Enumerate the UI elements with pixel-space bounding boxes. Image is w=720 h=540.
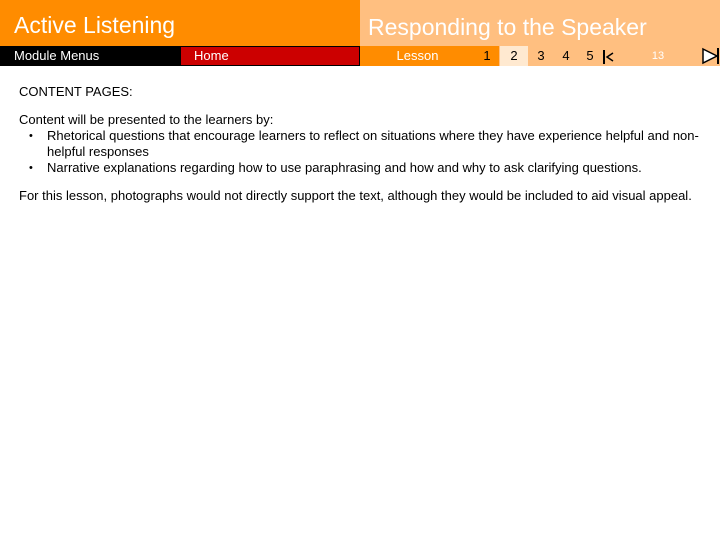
prev-arrow-icon[interactable] — [603, 50, 615, 64]
page-link-2[interactable]: 2 — [500, 46, 528, 66]
page-link-5[interactable]: 5 — [578, 46, 602, 66]
module-menus-button[interactable] — [0, 46, 180, 66]
page-link-1[interactable]: 1 — [475, 46, 499, 66]
content-body — [19, 84, 699, 204]
app-title: Active Listening — [14, 12, 176, 38]
bullet-item-2: • Narrative explanations regarding how to use paraphrasing and how and why to ask clarifying questions. — [19, 160, 699, 176]
page-number: 13 — [651, 50, 665, 62]
content-bullet-list — [19, 128, 699, 176]
module-menus-label: Module Menus — [14, 48, 100, 63]
next-arrow-icon[interactable] — [700, 46, 720, 66]
bullet-item-1: • Rhetorical questions that encourage learners to reflect on situations where they have experience helpful and non-helpful responses — [19, 128, 699, 160]
page-link-3[interactable]: 3 — [528, 46, 554, 66]
page-link-4[interactable]: 4 — [554, 46, 578, 66]
content-closing: For this lesson, photographs would not directly support the text, although they would be included to aid visual appeal. — [19, 188, 692, 203]
content-heading: CONTENT PAGES: — [19, 84, 133, 99]
lesson-title: Responding to the Speaker — [368, 14, 647, 40]
home-label: Home — [194, 48, 229, 63]
lesson-button[interactable]: Lesson — [360, 46, 475, 66]
content-intro: Content will be presented to the learners by: — [19, 112, 274, 127]
home-button[interactable] — [180, 46, 360, 66]
